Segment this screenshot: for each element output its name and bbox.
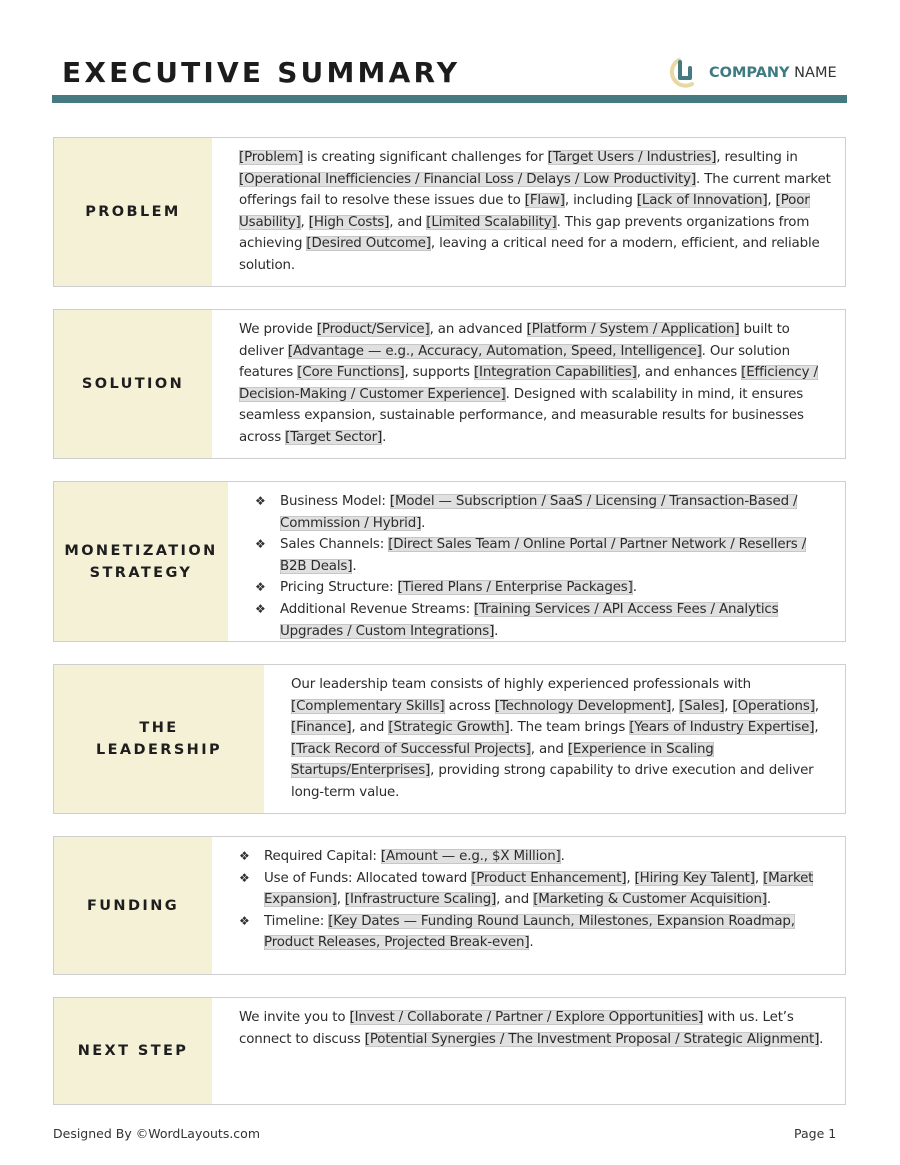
placeholder-text[interactable]: [Key Dates — Funding Round Launch, Milestones, Expansion Roadmap, Product Releases, Projected Break-even] xyxy=(264,913,795,951)
section-label-solution: SOLUTION xyxy=(54,310,212,458)
body-text: , xyxy=(767,193,776,209)
placeholder-text[interactable]: [Finance] xyxy=(291,720,352,736)
placeholder-text[interactable]: [Training Services / API Access Fees / Analytics Upgrades / Custom Integrations] xyxy=(280,601,779,639)
section-body-monetization xyxy=(228,482,845,641)
diamond-bullet-icon: ❖ xyxy=(255,537,266,552)
list-item xyxy=(239,846,831,868)
body-text: built to deliver xyxy=(239,322,790,359)
body-text: . xyxy=(494,623,499,639)
body-text: Pricing Structure: xyxy=(280,580,398,596)
list-item xyxy=(255,577,831,599)
body-text: , and xyxy=(530,741,568,757)
placeholder-text[interactable]: [Limited Scalability] xyxy=(426,214,557,230)
body-text: , xyxy=(336,892,345,908)
placeholder-text[interactable]: [Lack of Innovation] xyxy=(636,193,768,209)
placeholder-text[interactable]: [Operational Inefficiencies / Financial Loss / Delays / Low Productivity] xyxy=(239,171,696,187)
placeholder-text[interactable]: [Core Functions] xyxy=(297,365,405,381)
body-text: , and enhances xyxy=(636,365,742,381)
section-label-leadership: THE LEADERSHIP xyxy=(54,665,264,813)
section-body-next-step xyxy=(212,998,845,1104)
section-next-step xyxy=(53,997,846,1105)
list-item xyxy=(239,868,831,911)
body-text: . The current market offerings fail to resolve these issues due to xyxy=(239,171,831,209)
diamond-bullet-icon: ❖ xyxy=(239,913,250,928)
placeholder-text[interactable]: [Flaw] xyxy=(524,193,565,209)
footer-credit: Designed By ©WordLayouts.com xyxy=(53,1126,261,1141)
body-text: , supports xyxy=(404,365,474,381)
body-text: . xyxy=(766,892,771,908)
body-text: across xyxy=(444,698,495,714)
body-text: , and xyxy=(351,720,389,736)
bullet-list xyxy=(239,846,831,954)
diamond-bullet-icon: ❖ xyxy=(255,601,266,616)
body-text: . xyxy=(421,515,426,531)
body-text: . The team brings xyxy=(509,720,630,736)
diamond-bullet-icon: ❖ xyxy=(255,580,266,595)
placeholder-text[interactable]: [Track Record of Successful Projects] xyxy=(291,741,531,757)
body-text: . Designed with scalability in mind, it ensures seamless expansion, sustainable performance, and measurable results for businesses across xyxy=(239,386,804,445)
placeholder-text[interactable]: [Integration Capabilities] xyxy=(473,365,637,381)
body-text: . xyxy=(352,558,357,574)
placeholder-text[interactable]: [Target Users / Industries] xyxy=(547,150,717,165)
placeholder-text[interactable]: [Strategic Growth] xyxy=(388,720,510,736)
placeholder-text[interactable]: [Invest / Collaborate / Partner / Explore Opportunities] xyxy=(349,1010,704,1025)
placeholder-text[interactable]: [Sales] xyxy=(679,698,725,714)
body-text: with us. Let’s connect to discuss xyxy=(239,1010,794,1047)
body-text: , leaving a critical need for a modern, efficient, and reliable solution. xyxy=(239,236,820,273)
section-label-monetization: MONETIZATION STRATEGY xyxy=(54,482,228,641)
section-body-problem xyxy=(212,138,845,286)
page-title: EXECUTIVE SUMMARY xyxy=(62,56,461,89)
body-text: . xyxy=(819,1031,824,1047)
placeholder-text[interactable]: [Years of Industry Expertise] xyxy=(629,720,815,736)
placeholder-text[interactable]: [Tiered Plans / Enterprise Packages] xyxy=(397,580,633,596)
body-text: Business Model: xyxy=(280,494,390,509)
company-name: COMPANY NAME xyxy=(709,65,837,81)
placeholder-text[interactable]: [Potential Synergies / The Investment Proposal / Strategic Alignment] xyxy=(364,1031,820,1047)
body-text: , providing strong capability to drive execution and deliver long-term value. xyxy=(291,763,814,800)
placeholder-text[interactable]: [Advantage — e.g., Accuracy, Automation, Speed, Intelligence] xyxy=(287,343,702,359)
body-text: . xyxy=(560,849,565,864)
section-funding xyxy=(53,836,846,975)
body-text: , and xyxy=(389,214,427,230)
section-monetization xyxy=(53,481,846,642)
placeholder-text[interactable]: [Efficiency / Decision-Making / Customer Experience] xyxy=(239,365,818,402)
body-text: . Our solution features xyxy=(239,343,790,381)
body-text: . xyxy=(382,429,387,445)
body-text: , xyxy=(754,870,764,886)
diamond-bullet-icon: ❖ xyxy=(239,870,250,885)
bullet-list xyxy=(255,491,831,642)
section-solution xyxy=(53,309,846,459)
body-text: , xyxy=(724,698,733,714)
list-item xyxy=(255,599,831,642)
section-leadership xyxy=(53,664,846,814)
placeholder-text[interactable]: [High Costs] xyxy=(308,214,390,230)
placeholder-text[interactable]: [Direct Sales Team / Online Portal / Partner Network / Resellers / B2B Deals] xyxy=(280,537,807,574)
body-text: Additional Revenue Streams: xyxy=(280,601,475,617)
diamond-bullet-icon: ❖ xyxy=(255,494,266,508)
body-text: , an advanced xyxy=(429,322,527,337)
body-text: , xyxy=(671,698,680,714)
placeholder-text[interactable]: [Amount — e.g., $X Million] xyxy=(380,849,561,864)
section-label-problem: PROBLEM xyxy=(54,138,212,286)
placeholder-text[interactable]: [Technology Development] xyxy=(494,698,672,714)
section-label-next-step: NEXT STEP xyxy=(54,998,212,1104)
section-body-funding xyxy=(212,837,845,974)
placeholder-text[interactable]: [Product Enhancement] xyxy=(471,870,627,886)
body-text: . This gap prevents organizations from achieving xyxy=(239,214,810,252)
diamond-bullet-icon: ❖ xyxy=(239,849,250,863)
body-text: is creating significant challenges for xyxy=(302,150,548,165)
body-text: We provide xyxy=(239,322,317,337)
body-text: , xyxy=(300,214,309,230)
placeholder-text[interactable]: [Marketing & Customer Acquisition] xyxy=(533,892,767,908)
list-item xyxy=(239,911,831,954)
placeholder-text[interactable]: [Platform / System / Application] xyxy=(526,322,740,337)
body-text: Our leadership team consists of highly experienced professionals with xyxy=(291,677,751,692)
section-body-leadership xyxy=(264,665,845,813)
placeholder-text[interactable]: [Infrastructure Scaling] xyxy=(344,892,497,908)
header-rule xyxy=(52,95,847,103)
body-text: , and xyxy=(496,892,534,908)
placeholder-text[interactable]: [Hiring Key Talent] xyxy=(634,870,755,886)
list-item xyxy=(255,534,831,577)
body-text: , xyxy=(814,720,819,736)
placeholder-text[interactable]: [Poor Usability] xyxy=(239,193,810,230)
body-text: Sales Channels: xyxy=(280,537,389,553)
placeholder-text[interactable]: [Market Expansion] xyxy=(264,870,814,908)
placeholder-text[interactable]: [Complementary Skills] xyxy=(291,698,445,714)
page-number: Page 1 xyxy=(794,1126,837,1141)
placeholder-text[interactable]: [Problem] xyxy=(239,150,303,165)
company-logo xyxy=(666,56,837,90)
placeholder-text[interactable]: [Desired Outcome] xyxy=(306,236,431,252)
body-text: . xyxy=(632,580,637,596)
body-text: Timeline: xyxy=(264,913,329,929)
body-text: We invite you to xyxy=(239,1010,350,1025)
placeholder-text[interactable]: [Experience in Scaling Startups/Enterprises] xyxy=(291,741,714,779)
body-text: , xyxy=(626,870,635,886)
body-text: , xyxy=(814,698,819,714)
section-label-funding: FUNDING xyxy=(54,837,212,974)
company-logo-icon xyxy=(666,56,700,90)
section-body-solution xyxy=(212,310,845,458)
body-text: , including xyxy=(564,193,637,209)
body-text: . xyxy=(529,935,534,951)
placeholder-text[interactable]: [Product/Service] xyxy=(316,322,430,337)
placeholder-text[interactable]: [Operations] xyxy=(732,698,815,714)
placeholder-text[interactable]: [Target Sector] xyxy=(285,429,383,445)
section-problem xyxy=(53,137,846,287)
body-text: , resulting in xyxy=(716,150,798,165)
list-item xyxy=(255,491,831,534)
body-text: Use of Funds: Allocated toward xyxy=(264,870,472,886)
body-text: Required Capital: xyxy=(264,849,381,864)
placeholder-text[interactable]: [Model — Subscription / SaaS / Licensing / Transaction-Based / Commission / Hybrid] xyxy=(280,494,798,531)
